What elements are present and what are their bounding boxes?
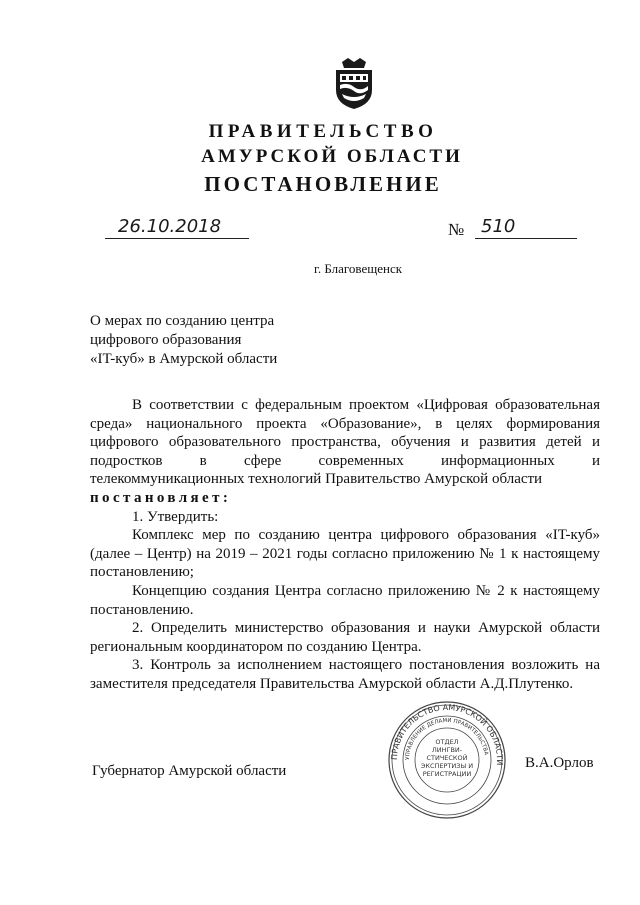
document-type: ПОСТАНОВЛЕНИЕ xyxy=(204,172,442,196)
subject-line: О мерах по созданию центра xyxy=(90,313,275,329)
document-body xyxy=(90,396,600,694)
document-number: 510 xyxy=(481,216,516,237)
date-underline xyxy=(105,238,249,239)
resolves-word: постановляет: xyxy=(90,489,232,506)
stamp-inner-text: УПРАВЛЕНИЕ ДЕЛАМИ ПРАВИТЕЛЬСТВА xyxy=(404,717,489,761)
clause-2: 2. Определить министерство образования и науки Амурской области региональным координатором по созданию Центра. xyxy=(90,620,600,655)
clause-1a: Комплекс мер по созданию центра цифрового образования «IT-куб» (далее – Центр) на 2019 – 2021 годы согласно приложению № 1 к настоящему постановлению; xyxy=(90,527,600,581)
org-name-line2: АМУРСКОЙ ОБЛАСТИ xyxy=(201,146,463,167)
document-subject xyxy=(90,312,277,369)
preamble-last-line: телекоммуникационных технологий Правительство Амурской области xyxy=(90,471,543,488)
org-name-line1: ПРАВИТЕЛЬСТВО xyxy=(208,121,438,142)
coat-of-arms-icon xyxy=(330,54,378,110)
stamp-outer-text: ПРАВИТЕЛЬСТВО АМУРСКОЙ ОБЛАСТИ xyxy=(389,702,505,766)
stamp-center-line: СТИЧЕСКОЙ xyxy=(426,754,468,762)
number-sign: № xyxy=(448,220,465,239)
clause-3: 3. Контроль за исполнением настоящего постановления возложить на заместителя председателя Правительства Амурской области А.Д.Плутенко. xyxy=(90,657,600,692)
city: г. Благовещенск xyxy=(313,261,403,276)
signatory-title: Губернатор Амурской области xyxy=(92,763,287,779)
preamble: В соответствии с федеральным проектом «Цифровая образовательная среда» национального проекта «Образование», в целях формирования цифрового образовательного пространства, обучения и развития детей и подростков в сфере современных информационных и xyxy=(90,397,600,469)
stamp-center-line: ОТДЕЛ xyxy=(435,738,459,746)
document-date: 26.10.2018 xyxy=(118,216,222,237)
number-underline xyxy=(475,238,577,239)
stamp-center-line: ЭКСПЕРТИЗЫ И xyxy=(420,762,474,770)
stamp-center-line: ЛИНГВИ- xyxy=(431,746,463,754)
signatory-name: В.А.Орлов xyxy=(525,755,594,771)
stamp-center-line: РЕГИСТРАЦИИ xyxy=(422,770,472,778)
official-stamp xyxy=(386,700,508,820)
clause-1b: Концепцию создания Центра согласно приложению № 2 к настоящему постановлению. xyxy=(90,582,600,618)
subject-line: «IT-куб» в Амурской области xyxy=(90,351,278,367)
subject-line: цифрового образования xyxy=(90,332,242,348)
clause-1: 1. Утвердить: xyxy=(132,508,219,525)
